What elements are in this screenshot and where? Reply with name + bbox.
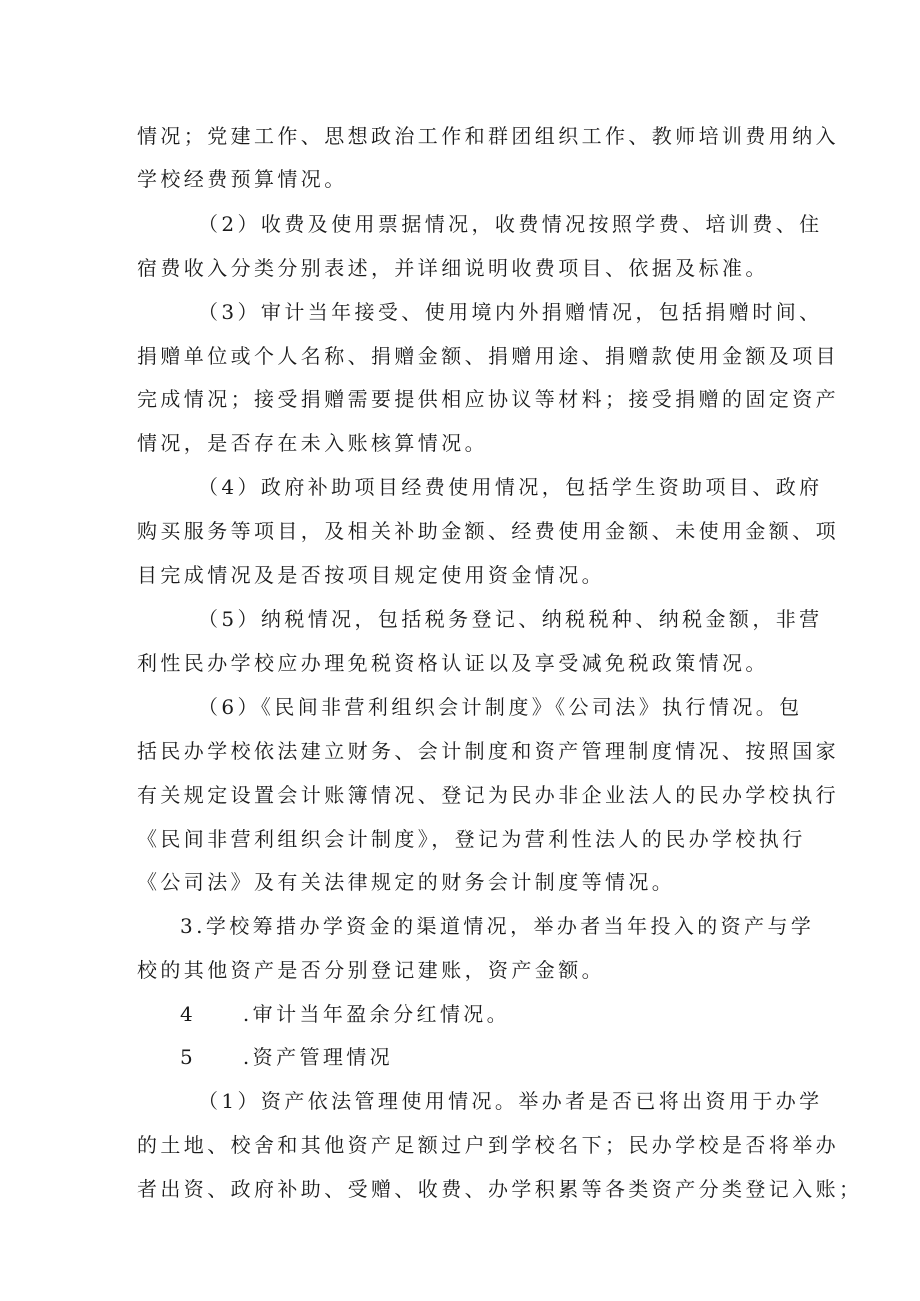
text-line: （3）审计当年接受、使用境内外捐赠情况，包括捐赠时间、: [198, 300, 823, 324]
text-line: （1）资产依法管理使用情况。举办者是否已将出资用于办学: [198, 1089, 823, 1113]
text-line: （2）收费及使用票据情况，收费情况按照学费、培训费、住: [198, 212, 823, 236]
text-line: 的土地、校舍和其他资产足额过户到学校名下；民办学校是否将举办: [137, 1133, 839, 1157]
text-line: 校的其他资产是否分别登记建账，资产金额。: [137, 958, 605, 982]
text-line: （5）纳税情况，包括税务登记、纳税税种、纳税金额，非营: [198, 607, 823, 631]
text-line: 情况；党建工作、思想政治工作和群团组织工作、教师培训费用纳入: [137, 124, 839, 148]
text-line: 捐赠单位或个人名称、捐赠金额、捐赠用途、捐赠款使用金额及项目: [137, 344, 839, 368]
text-line: 有关规定设置会计账簿情况、登记为民办非企业法人的民办学校执行: [137, 783, 839, 807]
text-line: （4）政府补助项目经费使用情况，包括学生资助项目、政府: [198, 475, 823, 499]
text-line: 5 .资产管理情况: [180, 1045, 394, 1069]
text-line: 者出资、政府补助、受赠、收费、办学积累等各类资产分类登记入账；: [137, 1177, 863, 1201]
text-line: 学校经费预算情况。: [137, 167, 348, 191]
text-line: 3.学校筹措办学资金的渠道情况，举办者当年投入的资产与学: [180, 914, 815, 938]
text-line: 购买服务等项目，及相关补助金额、经费使用金额、未使用金额、项: [137, 519, 839, 543]
text-line: （6）《民间非营利组织会计制度》《公司法》执行情况。包: [198, 695, 803, 719]
text-line: 目完成情况及是否按项目规定使用资金情况。: [137, 563, 605, 587]
text-line: 括民办学校依法建立财务、会计制度和资产管理制度情况、按照国家: [137, 739, 839, 763]
text-line: 4 .审计当年盈余分红情况。: [180, 1002, 511, 1026]
text-line: 完成情况；接受捐赠需要提供相应协议等材料；接受捐赠的固定资产: [137, 387, 839, 411]
text-line: 情况，是否存在未入账核算情况。: [137, 431, 488, 455]
text-line: 利性民办学校应办理免税资格认证以及享受减免税政策情况。: [137, 651, 769, 675]
text-line: 《公司法》及有关法律规定的财务会计制度等情况。: [137, 870, 676, 894]
text-line: 宿费收入分类分别表述，并详细说明收费项目、依据及标准。: [137, 256, 769, 280]
text-line: 《民间非营利组织会计制度》，登记为营利性法人的民办学校执行: [137, 827, 806, 851]
